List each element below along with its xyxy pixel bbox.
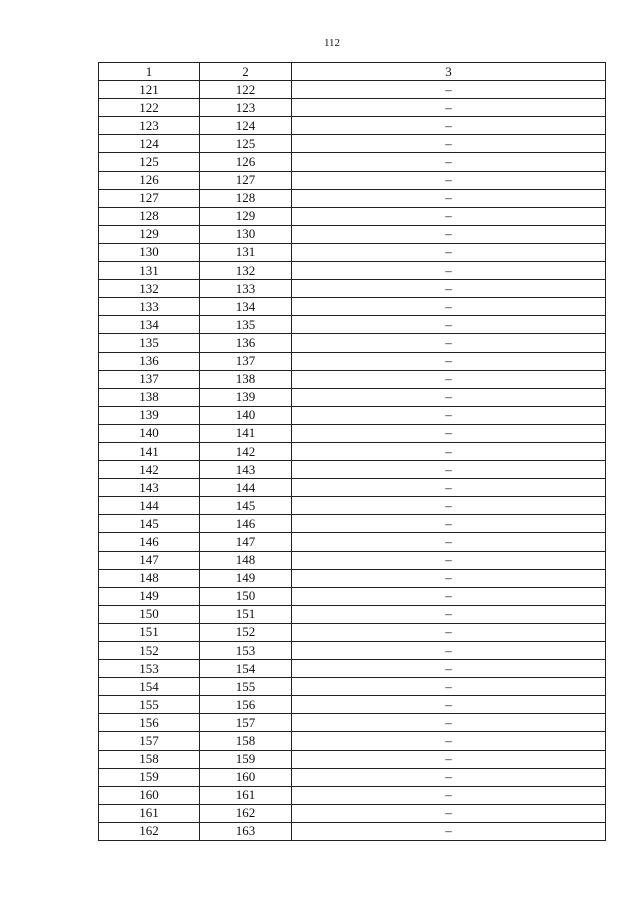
table-cell-col3: – bbox=[292, 461, 606, 479]
table-header-row bbox=[99, 63, 606, 81]
table-cell-col1: 158 bbox=[99, 750, 200, 768]
table-row bbox=[99, 406, 606, 424]
table-cell-col2: 153 bbox=[200, 642, 292, 660]
table-cell-col1: 144 bbox=[99, 497, 200, 515]
table-cell-col2: 122 bbox=[200, 81, 292, 99]
table-cell-col2: 146 bbox=[200, 515, 292, 533]
table-cell-col3: – bbox=[292, 171, 606, 189]
table-cell-col1: 150 bbox=[99, 605, 200, 623]
table-row bbox=[99, 623, 606, 641]
table-cell-col1: 152 bbox=[99, 642, 200, 660]
table-cell-col1: 121 bbox=[99, 81, 200, 99]
table-cell-col1: 161 bbox=[99, 804, 200, 822]
table-cell-col3: – bbox=[292, 117, 606, 135]
table-row bbox=[99, 569, 606, 587]
table-cell-col2: 123 bbox=[200, 99, 292, 117]
table-cell-col1: 126 bbox=[99, 171, 200, 189]
table-cell-col1: 143 bbox=[99, 479, 200, 497]
table-cell-col3: – bbox=[292, 696, 606, 714]
table-cell-col2: 156 bbox=[200, 696, 292, 714]
table-cell-col2: 145 bbox=[200, 497, 292, 515]
table-cell-col3: – bbox=[292, 497, 606, 515]
table-cell-col1: 148 bbox=[99, 569, 200, 587]
table-cell-col2: 128 bbox=[200, 189, 292, 207]
table-cell-col2: 140 bbox=[200, 406, 292, 424]
table-cell-col3: – bbox=[292, 714, 606, 732]
table-cell-col2: 163 bbox=[200, 822, 292, 840]
table-row bbox=[99, 153, 606, 171]
table-cell-col3: – bbox=[292, 515, 606, 533]
table-cell-col3: – bbox=[292, 479, 606, 497]
table-cell-col3: – bbox=[292, 298, 606, 316]
table-row bbox=[99, 243, 606, 261]
table-cell-col3: – bbox=[292, 81, 606, 99]
table-row bbox=[99, 171, 606, 189]
table-cell-col1: 122 bbox=[99, 99, 200, 117]
table-row bbox=[99, 298, 606, 316]
table-cell-col3: – bbox=[292, 804, 606, 822]
table-row bbox=[99, 551, 606, 569]
table-cell-col3: – bbox=[292, 660, 606, 678]
table-cell-col2: 133 bbox=[200, 280, 292, 298]
table-cell-col3: – bbox=[292, 587, 606, 605]
table-cell-col2: 149 bbox=[200, 569, 292, 587]
table-row bbox=[99, 99, 606, 117]
table-cell-col3: – bbox=[292, 262, 606, 280]
table-row bbox=[99, 316, 606, 334]
table-cell-col2: 144 bbox=[200, 479, 292, 497]
table-cell-col1: 131 bbox=[99, 262, 200, 280]
table-row bbox=[99, 225, 606, 243]
table-cell-col3: – bbox=[292, 370, 606, 388]
table-cell-col1: 140 bbox=[99, 424, 200, 442]
table-cell-col1: 157 bbox=[99, 732, 200, 750]
table-row bbox=[99, 732, 606, 750]
table-row bbox=[99, 189, 606, 207]
table-row bbox=[99, 660, 606, 678]
table-cell-col3: – bbox=[292, 605, 606, 623]
table-cell-col3: – bbox=[292, 442, 606, 460]
table-row bbox=[99, 352, 606, 370]
table-cell-col1: 142 bbox=[99, 461, 200, 479]
table-cell-col1: 156 bbox=[99, 714, 200, 732]
table-row bbox=[99, 768, 606, 786]
table-row bbox=[99, 750, 606, 768]
table-cell-col1: 145 bbox=[99, 515, 200, 533]
table-cell-col3: – bbox=[292, 334, 606, 352]
table-row bbox=[99, 461, 606, 479]
table-row bbox=[99, 135, 606, 153]
table-cell-col2: 136 bbox=[200, 334, 292, 352]
table-cell-col3: – bbox=[292, 569, 606, 587]
table-cell-col3: – bbox=[292, 533, 606, 551]
data-table bbox=[98, 62, 606, 841]
table-row bbox=[99, 497, 606, 515]
table-cell-col1: 149 bbox=[99, 587, 200, 605]
table-cell-col1: 137 bbox=[99, 370, 200, 388]
table-cell-col2: 147 bbox=[200, 533, 292, 551]
table-cell-col2: 161 bbox=[200, 786, 292, 804]
table-cell-col3: – bbox=[292, 189, 606, 207]
table-row bbox=[99, 786, 606, 804]
table-cell-col1: 147 bbox=[99, 551, 200, 569]
table-cell-col3: – bbox=[292, 750, 606, 768]
column-header-3: 3 bbox=[292, 63, 606, 81]
table-cell-col1: 132 bbox=[99, 280, 200, 298]
table-row bbox=[99, 696, 606, 714]
table-cell-col3: – bbox=[292, 551, 606, 569]
table-cell-col2: 152 bbox=[200, 623, 292, 641]
table-row bbox=[99, 587, 606, 605]
table-cell-col3: – bbox=[292, 316, 606, 334]
table-cell-col2: 131 bbox=[200, 243, 292, 261]
table-cell-col2: 126 bbox=[200, 153, 292, 171]
table-cell-col3: – bbox=[292, 243, 606, 261]
table-cell-col1: 159 bbox=[99, 768, 200, 786]
table-cell-col2: 159 bbox=[200, 750, 292, 768]
table-cell-col1: 125 bbox=[99, 153, 200, 171]
table-cell-col3: – bbox=[292, 623, 606, 641]
table-cell-col3: – bbox=[292, 642, 606, 660]
table-cell-col2: 137 bbox=[200, 352, 292, 370]
table-row bbox=[99, 370, 606, 388]
table-cell-col1: 136 bbox=[99, 352, 200, 370]
table-cell-col2: 127 bbox=[200, 171, 292, 189]
table-cell-col3: – bbox=[292, 352, 606, 370]
table-row bbox=[99, 442, 606, 460]
table-cell-col2: 162 bbox=[200, 804, 292, 822]
table-cell-col1: 154 bbox=[99, 678, 200, 696]
table-cell-col2: 158 bbox=[200, 732, 292, 750]
table-cell-col3: – bbox=[292, 225, 606, 243]
table-cell-col1: 127 bbox=[99, 189, 200, 207]
table-cell-col3: – bbox=[292, 207, 606, 225]
table-cell-col3: – bbox=[292, 135, 606, 153]
table-cell-col1: 160 bbox=[99, 786, 200, 804]
column-header-1: 1 bbox=[99, 63, 200, 81]
table-cell-col1: 138 bbox=[99, 388, 200, 406]
table-row bbox=[99, 533, 606, 551]
table-cell-col3: – bbox=[292, 822, 606, 840]
table-row bbox=[99, 424, 606, 442]
table-cell-col2: 139 bbox=[200, 388, 292, 406]
table-cell-col2: 160 bbox=[200, 768, 292, 786]
table-cell-col1: 139 bbox=[99, 406, 200, 424]
table-cell-col2: 134 bbox=[200, 298, 292, 316]
table-cell-col2: 124 bbox=[200, 117, 292, 135]
table-cell-col3: – bbox=[292, 388, 606, 406]
table-cell-col3: – bbox=[292, 732, 606, 750]
table-row bbox=[99, 207, 606, 225]
table-cell-col1: 129 bbox=[99, 225, 200, 243]
page-number: 112 bbox=[323, 37, 341, 49]
table-cell-col2: 148 bbox=[200, 551, 292, 569]
table-row bbox=[99, 678, 606, 696]
table-body bbox=[99, 81, 606, 841]
table-cell-col3: – bbox=[292, 280, 606, 298]
table-cell-col2: 135 bbox=[200, 316, 292, 334]
table-cell-col2: 143 bbox=[200, 461, 292, 479]
table-row bbox=[99, 642, 606, 660]
table-cell-col1: 124 bbox=[99, 135, 200, 153]
table-cell-col3: – bbox=[292, 99, 606, 117]
table-cell-col2: 154 bbox=[200, 660, 292, 678]
table-cell-col1: 130 bbox=[99, 243, 200, 261]
table-cell-col3: – bbox=[292, 786, 606, 804]
table-cell-col2: 125 bbox=[200, 135, 292, 153]
table-cell-col2: 129 bbox=[200, 207, 292, 225]
table-cell-col1: 162 bbox=[99, 822, 200, 840]
table-row bbox=[99, 117, 606, 135]
table-row bbox=[99, 822, 606, 840]
table-cell-col1: 153 bbox=[99, 660, 200, 678]
table-cell-col2: 155 bbox=[200, 678, 292, 696]
table-cell-col3: – bbox=[292, 768, 606, 786]
table-row bbox=[99, 334, 606, 352]
table-cell-col1: 141 bbox=[99, 442, 200, 460]
table-row bbox=[99, 804, 606, 822]
table-cell-col1: 155 bbox=[99, 696, 200, 714]
table-cell-col2: 138 bbox=[200, 370, 292, 388]
table-row bbox=[99, 714, 606, 732]
table-cell-col2: 151 bbox=[200, 605, 292, 623]
table-cell-col1: 133 bbox=[99, 298, 200, 316]
table-row bbox=[99, 479, 606, 497]
column-header-2: 2 bbox=[200, 63, 292, 81]
table-row bbox=[99, 515, 606, 533]
table-cell-col2: 150 bbox=[200, 587, 292, 605]
table-cell-col1: 146 bbox=[99, 533, 200, 551]
table-cell-col1: 134 bbox=[99, 316, 200, 334]
table-cell-col3: – bbox=[292, 153, 606, 171]
table-cell-col3: – bbox=[292, 678, 606, 696]
table-row bbox=[99, 81, 606, 99]
table-cell-col2: 141 bbox=[200, 424, 292, 442]
table-row bbox=[99, 262, 606, 280]
table-cell-col1: 128 bbox=[99, 207, 200, 225]
table-cell-col2: 157 bbox=[200, 714, 292, 732]
table-cell-col1: 135 bbox=[99, 334, 200, 352]
table-cell-col2: 132 bbox=[200, 262, 292, 280]
table-cell-col1: 151 bbox=[99, 623, 200, 641]
table-row bbox=[99, 605, 606, 623]
table-cell-col2: 142 bbox=[200, 442, 292, 460]
table-cell-col3: – bbox=[292, 406, 606, 424]
table-row bbox=[99, 280, 606, 298]
table-cell-col3: – bbox=[292, 424, 606, 442]
table-row bbox=[99, 388, 606, 406]
table-cell-col1: 123 bbox=[99, 117, 200, 135]
table-cell-col2: 130 bbox=[200, 225, 292, 243]
